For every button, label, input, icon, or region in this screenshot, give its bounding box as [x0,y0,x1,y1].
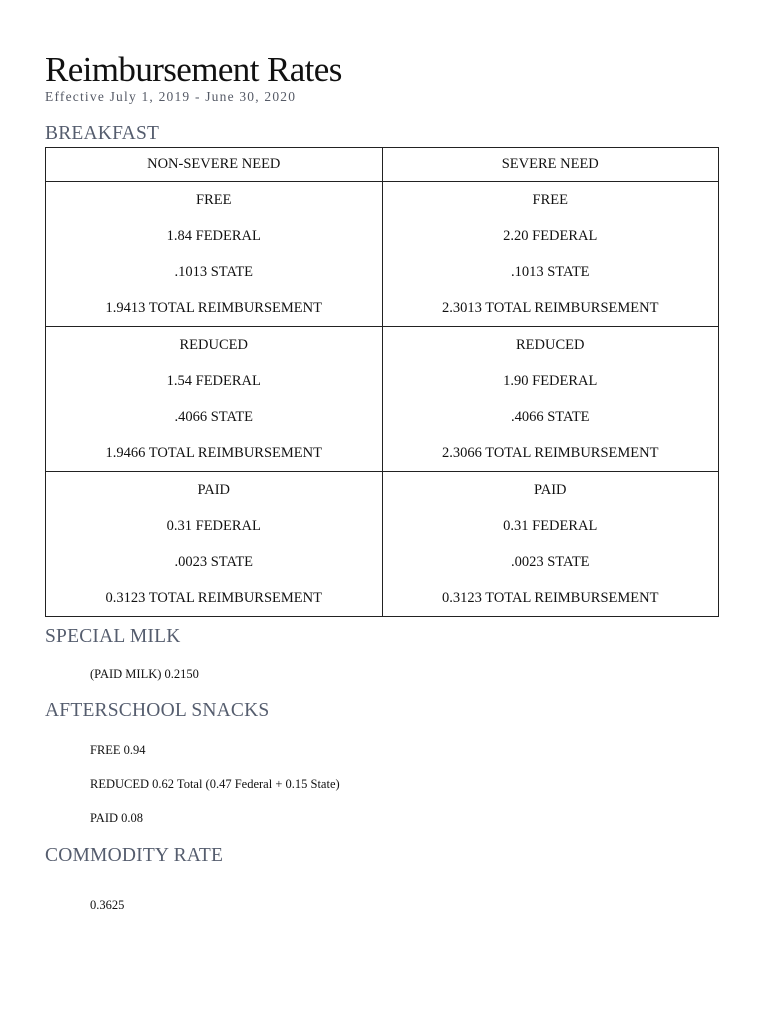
state-rate: .0023 STATE [174,554,254,570]
total-reimbursement: 2.3013 TOTAL REIMBURSEMENT [442,300,659,316]
breakfast-rates-table [45,147,719,617]
table-cell-paid-severe [382,472,719,617]
total-reimbursement: 2.3066 TOTAL REIMBURSEMENT [442,445,659,461]
state-rate: .4066 STATE [510,409,590,425]
effective-dates-subtitle: Effective July 1, 2019 - June 30, 2020 [45,89,297,104]
state-rate: .1013 STATE [510,264,590,280]
total-reimbursement: 0.3123 TOTAL REIMBURSEMENT [442,590,659,606]
rate-category-label: REDUCED [179,337,248,353]
table-cell-paid-non-severe [46,472,383,617]
rate-category-label: PAID [197,482,230,498]
state-rate: .1013 STATE [174,264,254,280]
rate-category-label: FREE [196,192,232,208]
rate-category-label: PAID [533,482,567,498]
table-cell-reduced-non-severe [46,327,383,472]
federal-rate: 1.54 FEDERAL [166,373,261,389]
snack-free-rate: FREE 0.94 [90,743,146,757]
special-milk-heading: SPECIAL MILK [45,626,181,647]
commodity-rate-value: 0.3625 [90,898,125,912]
table-row-paid [46,472,719,617]
state-rate: .4066 STATE [174,409,254,425]
table-cell-free-non-severe [46,182,383,327]
snack-paid-rate: PAID 0.08 [90,811,144,825]
table-row-free [46,182,719,327]
rate-category-label: REDUCED [516,337,585,353]
rate-category-label: FREE [532,192,568,208]
afterschool-snacks-heading: AFTERSCHOOL SNACKS [45,700,270,721]
column-header-non-severe-need: NON-SEVERE NEED [46,148,383,182]
page-title: Reimbursement Rates [45,50,342,89]
table-header-row [46,148,719,182]
table-cell-reduced-severe [382,327,719,472]
snack-reduced-rate: REDUCED 0.62 Total (0.47 Federal + 0.15 State) [90,777,340,791]
paid-milk-rate: (PAID MILK) 0.2150 [90,667,199,681]
table-cell-free-severe [382,182,719,327]
column-header-severe-need: SEVERE NEED [382,148,719,182]
state-rate: .0023 STATE [510,554,590,570]
table-row-reduced [46,327,719,472]
total-reimbursement: 1.9466 TOTAL REIMBURSEMENT [105,445,322,461]
federal-rate: 1.84 FEDERAL [166,228,261,244]
federal-rate: 1.90 FEDERAL [503,373,598,389]
total-reimbursement: 0.3123 TOTAL REIMBURSEMENT [105,590,322,606]
federal-rate: 2.20 FEDERAL [503,228,598,244]
breakfast-heading: BREAKFAST [45,123,160,144]
commodity-rate-heading: COMMODITY RATE [45,845,224,866]
federal-rate: 0.31 FEDERAL [503,518,598,534]
total-reimbursement: 1.9413 TOTAL REIMBURSEMENT [105,300,322,316]
federal-rate: 0.31 FEDERAL [166,518,261,534]
